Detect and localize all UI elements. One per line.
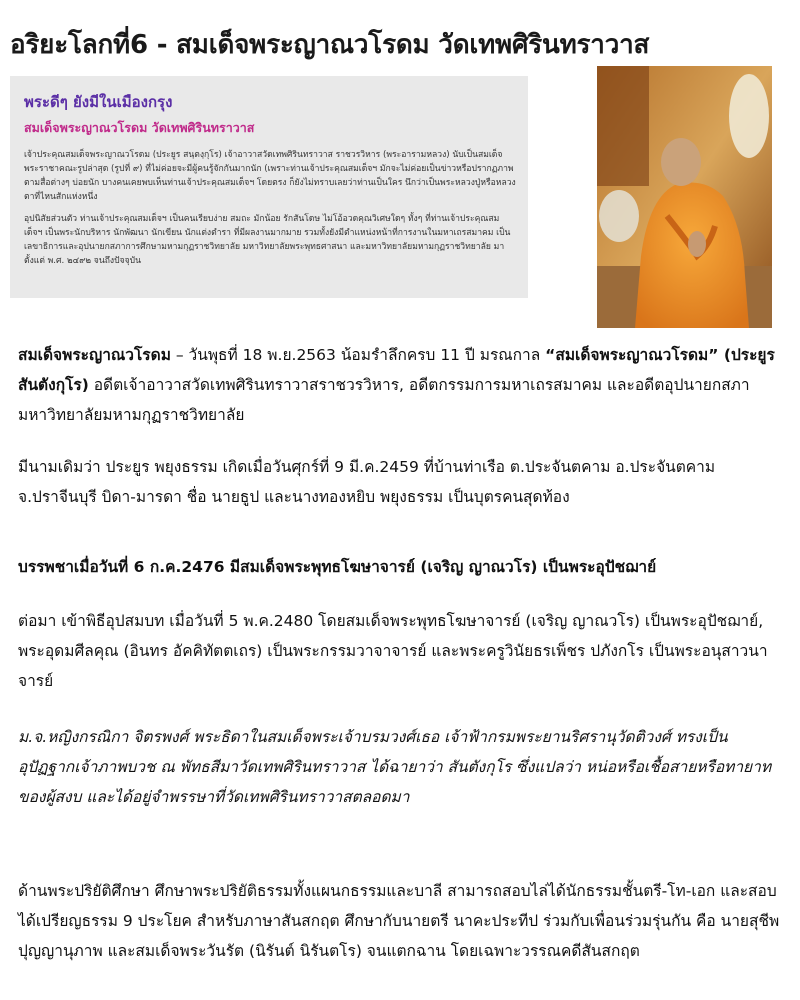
clipping-subheading: สมเด็จพระญาณวโรดม วัดเทพศิรินทราวาส — [24, 120, 255, 135]
clipping-paragraph-1: เจ้าประคุณสมเด็จพระญาณวโรดม (ประยูร สนฺตงฺกุโร) เจ้าอาวาสวัดเทพศิรินทราวาส ราชวรวิหาร (พระอารามหลวง) นับเป็นสมเด็จพระราชาคณะรูปล่าสุด (รูปที่ ๙) ที่ไม่ค่อยจะมีผู้คนรู้จักกันมากนัก (เพราะท่านเจ้าประคุณสมเด็จฯ มักจะไม่ค่อยเป็นข่าวหรือปรากฏภาพตามสื่อต่างๆ บ่อยนัก บางคนเคยพบเห็นท่านเจ้าประคุณสมเด็จฯ โดยตรง ก็ยังไม่ทราบเลยว่าท่านเป็นใคร นึกว่าเป็นพระหลวงปู่หรือหลวงตาที่ไหนสักแห่งหนึ่ง — [24, 150, 516, 202]
clipping-paragraph-2: อุปนิสัยส่วนตัว ท่านเจ้าประคุณสมเด็จฯ เป็นคนเรียบง่าย สมถะ มักน้อย รักสันโดษ ไม่โอ้อวดคุณวิเศษใดๆ ทั้งๆ ที่ท่านเจ้าประคุณสมเด็จฯ เป็นพระนักบริหาร นักพัฒนา นักเขียน นักแต่งตำรา ที่มีผลงานมากมาย รวมทั้งยังมีตำแหน่งหน้าที่การงานในมหาเถรสมาคม เป็นเลขาธิการและอุปนายกสภาการศึกษามหามกุฏราชวิทยาลัย มหาวิทยาลัยพระพุทธศาสนา และมหาวิทยาลัยมหามกุฏราชวิทยาลัย มาตั้งแต่ พ.ศ. ๒๔๙๒ จนถึงปัจจุบัน — [24, 214, 511, 266]
photo-fan-decoration — [729, 74, 769, 158]
article-paragraph-birth: มีนามเดิมว่า ประยูร พยุงธรรม เกิดเมื่อวันศุกร์ที่ 9 มี.ค.2459 ที่บ้านท่าเรือ ต.ประจันตคาม อ.ประจันตคาม จ.ปราจีนบุรี บิดา-มารดา ชื่อ นายธูป และนางทองหยิบ พยุงธรรม เป็นบุตรคนสุดท้อง — [18, 458, 716, 506]
article-paragraph-sponsor: ม.จ.หญิงกรณิกา จิตรพงศ์ พระธิดาในสมเด็จพระเจ้าบรมวงศ์เธอ เจ้าฟ้ากรมพระยานริศรานุวัดติวงศ์ ทรงเป็นอุปัฏฐากเจ้าภาพบวช ณ พัทธสีมาวัดเทพศิรินทราวาส ได้ฉายาว่า สันตังกุโร ซึ่งแปลว่า หน่อหรือเชื้อสายหรือทายาทของผู้สงบ และได้อยู่จำพรรษาที่วัดเทพศิรินทราวาสตลอดมา — [18, 728, 772, 806]
clipping-heading: พระดีๆ ยังมีในเมืองกรุง — [24, 93, 173, 111]
article-paragraph-novice-ordination: บรรพชาเมื่อวันที่ 6 ก.ค.2476 มีสมเด็จพระพุทธโฆษาจารย์ (เจริญ ญาณวโร) เป็นพระอุปัชฌาย์ — [18, 558, 657, 576]
article-paragraph-education: ด้านพระปริยัติศึกษา ศึกษาพระปริยัติธรรมทั้งแผนกธรรมและบาลี สามารถสอบไล่ได้นักธรรมชั้นตรี-โท-เอก และสอบได้เปรียญธรรม 9 ประโยค สำหรับภาษาสันสกฤต ศึกษากับนายตรี นาคะประทีป ร่วมกับเพื่อนร่วมรุ่นกัน คือ นายสุชีพ ปุญญานุภาพ และสมเด็จพระวันรัต (นิรันต์ นิรันตโร) จนแตกฉาน โดยเฉพาะวรรณคดีสันสกฤต — [18, 882, 780, 960]
intro-date-text: – วันพุธที่ 18 พ.ย.2563 น้อมรำลึกครบ 11 ปี มรณกาล — [170, 346, 546, 364]
photo-altar — [597, 66, 649, 186]
intro-subject-bold: สมเด็จพระญาณวโรดม — [18, 346, 171, 364]
photo-monk-hands — [688, 231, 706, 257]
photo-flower-decoration — [599, 190, 639, 242]
newspaper-clipping-image — [10, 76, 528, 298]
article-paragraph-intro — [18, 340, 780, 430]
page-title: อริยะโลกที่6 - สมเด็จพระญาณวโรดม วัดเทพศิรินทราวาส — [10, 30, 650, 60]
intro-positions-text: อดีตเจ้าอาวาสวัดเทพศิรินทราวาสราชวรวิหาร, อดีตกรรมการมหาเถรสมาคม และอดีตอุปนายกสภามหาวิทยาลัยมหามกุฏราชวิทยาลัย — [18, 376, 750, 424]
photo-monk-head — [661, 138, 701, 186]
intro-name-quote: “สมเด็จพระญาณวโรดม” (ประยูร สันตังกุโร) — [18, 346, 775, 394]
monk-portrait-photo — [597, 66, 772, 328]
article-paragraph-ordination: ต่อมา เข้าพิธีอุปสมบท เมื่อวันที่ 5 พ.ค.2480 โดยสมเด็จพระพุทธโฆษาจารย์ (เจริญ ญาณวโร) เป็นพระอุปัชฌาย์, พระอุดมศีลคุณ (อินทร อัคคิทัตตเถร) เป็นพระกรรมวาจาจารย์ และพระครูวินัยธรเพ็ชร ปภังกโร เป็นพระอนุสาวนาจารย์ — [18, 612, 768, 690]
